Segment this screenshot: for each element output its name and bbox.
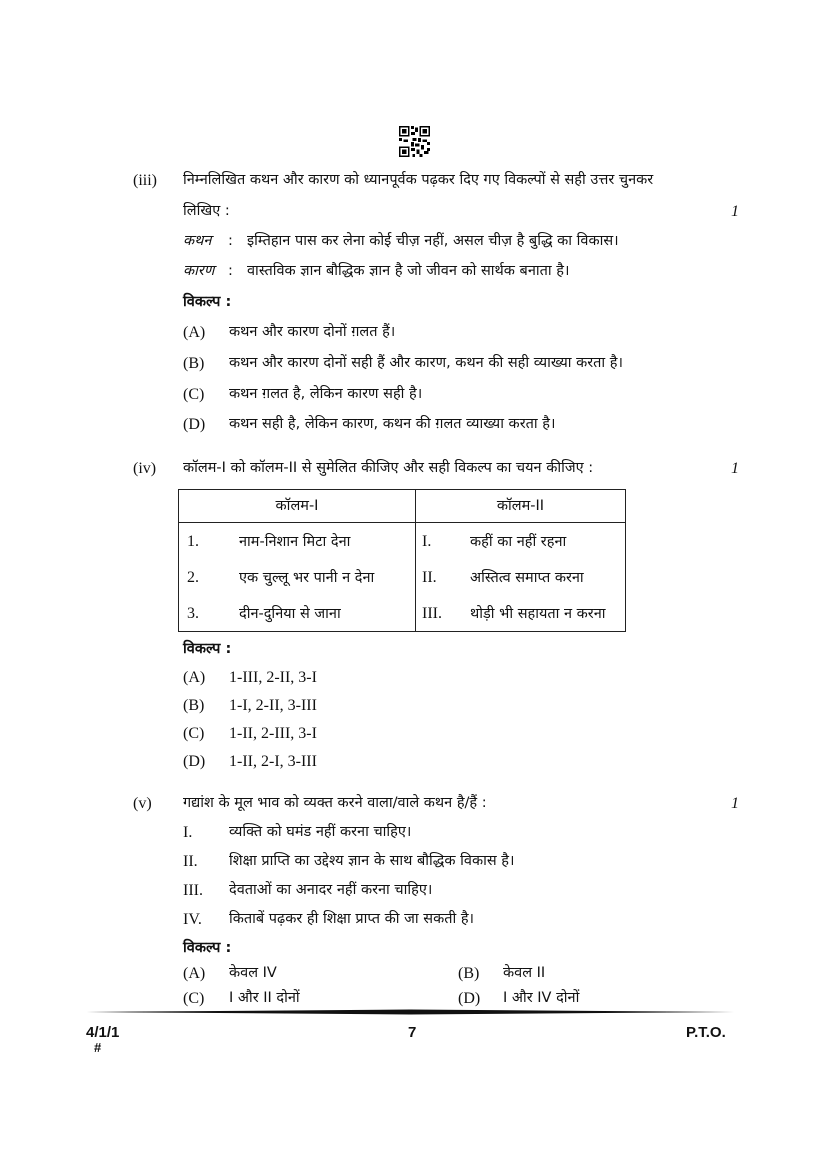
q4-option-text: 1-III, 2-II, 3-I bbox=[229, 669, 317, 686]
row-text: दीन-दुनिया से जाना bbox=[239, 606, 341, 622]
please-turn-over: P.T.O. bbox=[686, 1024, 726, 1041]
table-row bbox=[179, 595, 626, 632]
row-number: 1. bbox=[187, 533, 199, 550]
reason-text: वास्तविक ज्ञान बौद्धिक ज्ञान है जो जीवन को सार्थक बनाता है। bbox=[247, 263, 570, 279]
row-number: I. bbox=[422, 533, 432, 550]
column-1-header: कॉलम-I bbox=[179, 490, 416, 523]
reason-colon: : bbox=[228, 263, 233, 279]
row-text: एक चुल्लू भर पानी न देना bbox=[239, 570, 375, 586]
q3-option-text: कथन ग़लत है, लेकिन कारण सही है। bbox=[229, 386, 423, 402]
q5-option-key: (D) bbox=[458, 990, 481, 1007]
q5-option-text: केवल IV bbox=[229, 965, 277, 981]
table-cell bbox=[179, 595, 416, 632]
row-text: कहीं का नहीं रहना bbox=[470, 534, 567, 550]
column-2-header: कॉलम-II bbox=[416, 490, 626, 523]
row-number: 3. bbox=[187, 605, 199, 622]
qr-code bbox=[399, 126, 430, 157]
statement-key: III. bbox=[183, 882, 203, 899]
q4-options-label: विकल्प : bbox=[183, 641, 232, 657]
statement-text: देवताओं का अनादर नहीं करना चाहिए। bbox=[229, 882, 433, 898]
table-cell bbox=[416, 559, 626, 595]
q4-option-key: (B) bbox=[183, 697, 205, 714]
match-table bbox=[178, 489, 626, 632]
table-cell bbox=[179, 523, 416, 560]
footer-divider bbox=[86, 1009, 734, 1015]
row-number: 2. bbox=[187, 569, 199, 586]
row-number: II. bbox=[422, 569, 437, 586]
q3-options-label: विकल्प : bbox=[183, 294, 232, 310]
q3-option-key: (A) bbox=[183, 324, 206, 341]
assertion-label: कथन bbox=[183, 233, 212, 249]
table-cell bbox=[179, 559, 416, 595]
table-cell bbox=[416, 595, 626, 632]
table-cell bbox=[416, 523, 626, 560]
q3-option-text: कथन सही है, लेकिन कारण, कथन की ग़लत व्याख्या करता है। bbox=[229, 416, 556, 432]
q3-option-key: (B) bbox=[183, 355, 205, 372]
statement-text: किताबें पढ़कर ही शिक्षा प्राप्त की जा सकती है। bbox=[229, 911, 475, 927]
q5-options-label: विकल्प : bbox=[183, 940, 232, 956]
q4-option-key: (C) bbox=[183, 725, 205, 742]
row-text: थोड़ी भी सहायता न करना bbox=[470, 606, 606, 622]
statement-key: IV. bbox=[183, 911, 202, 928]
q4-option-key: (A) bbox=[183, 669, 206, 686]
match-table-header bbox=[179, 490, 626, 523]
assertion-text: इम्तिहान पास कर लेना कोई चीज़ नहीं, असल चीज़ है बुद्धि का विकास। bbox=[247, 233, 619, 249]
q5-marks: 1 bbox=[731, 795, 739, 812]
row-number: III. bbox=[422, 605, 442, 622]
question-number-iii: (iii) bbox=[133, 172, 157, 189]
row-text: नाम-निशान मिटा देना bbox=[239, 534, 351, 550]
q4-option-text: 1-I, 2-II, 3-III bbox=[229, 697, 317, 714]
q5-option-text: केवल II bbox=[503, 965, 546, 981]
q4-marks: 1 bbox=[731, 460, 739, 477]
q3-option-text: कथन और कारण दोनों सही हैं और कारण, कथन की सही व्याख्या करता है। bbox=[229, 355, 623, 371]
paper-code: 4/1/1 bbox=[86, 1024, 120, 1041]
statement-text: व्यक्ति को घमंड नहीं करना चाहिए। bbox=[229, 824, 412, 840]
q4-question-text: कॉलम-I को कॉलम-II से सुमेलित कीजिए और सही विकल्प का चयन कीजिए : bbox=[183, 460, 594, 476]
hash-mark: # bbox=[94, 1040, 102, 1055]
q5-option-key: (A) bbox=[183, 965, 206, 982]
statement-text: शिक्षा प्राप्ति का उद्देश्य ज्ञान के साथ बौद्धिक विकास है। bbox=[229, 853, 515, 869]
statement-key: II. bbox=[183, 853, 198, 870]
assertion-colon: : bbox=[228, 233, 233, 249]
q5-question-text: गद्यांश के मूल भाव को व्यक्त करने वाला/वाले कथन है/हैं : bbox=[183, 795, 487, 811]
q3-option-text: कथन और कारण दोनों ग़लत हैं। bbox=[229, 324, 396, 340]
q5-option-text: I और IV दोनों bbox=[503, 990, 580, 1006]
statement-key: I. bbox=[183, 824, 193, 841]
q4-option-text: 1-II, 2-III, 3-I bbox=[229, 725, 317, 742]
table-row bbox=[179, 559, 626, 595]
row-text: अस्तित्व समाप्त करना bbox=[470, 570, 584, 586]
q5-option-key: (C) bbox=[183, 990, 205, 1007]
q3-option-key: (C) bbox=[183, 386, 205, 403]
question-number-iv: (iv) bbox=[133, 460, 157, 477]
q5-option-text: I और II दोनों bbox=[229, 990, 300, 1006]
page-number: 7 bbox=[408, 1024, 417, 1041]
q3-text-line1: निम्नलिखित कथन और कारण को ध्यानपूर्वक पढ़कर दिए गए विकल्पों से सही उत्तर चुनकर bbox=[183, 172, 654, 188]
q3-option-key: (D) bbox=[183, 416, 206, 433]
q3-text-line2: लिखिए : bbox=[183, 203, 230, 219]
question-number-v: (v) bbox=[133, 795, 152, 812]
reason-label: कारण bbox=[183, 263, 215, 279]
q4-option-key: (D) bbox=[183, 753, 206, 770]
q5-option-key: (B) bbox=[458, 965, 480, 982]
q4-option-text: 1-II, 2-I, 3-III bbox=[229, 753, 317, 770]
q3-marks: 1 bbox=[731, 203, 739, 220]
table-row bbox=[179, 523, 626, 560]
